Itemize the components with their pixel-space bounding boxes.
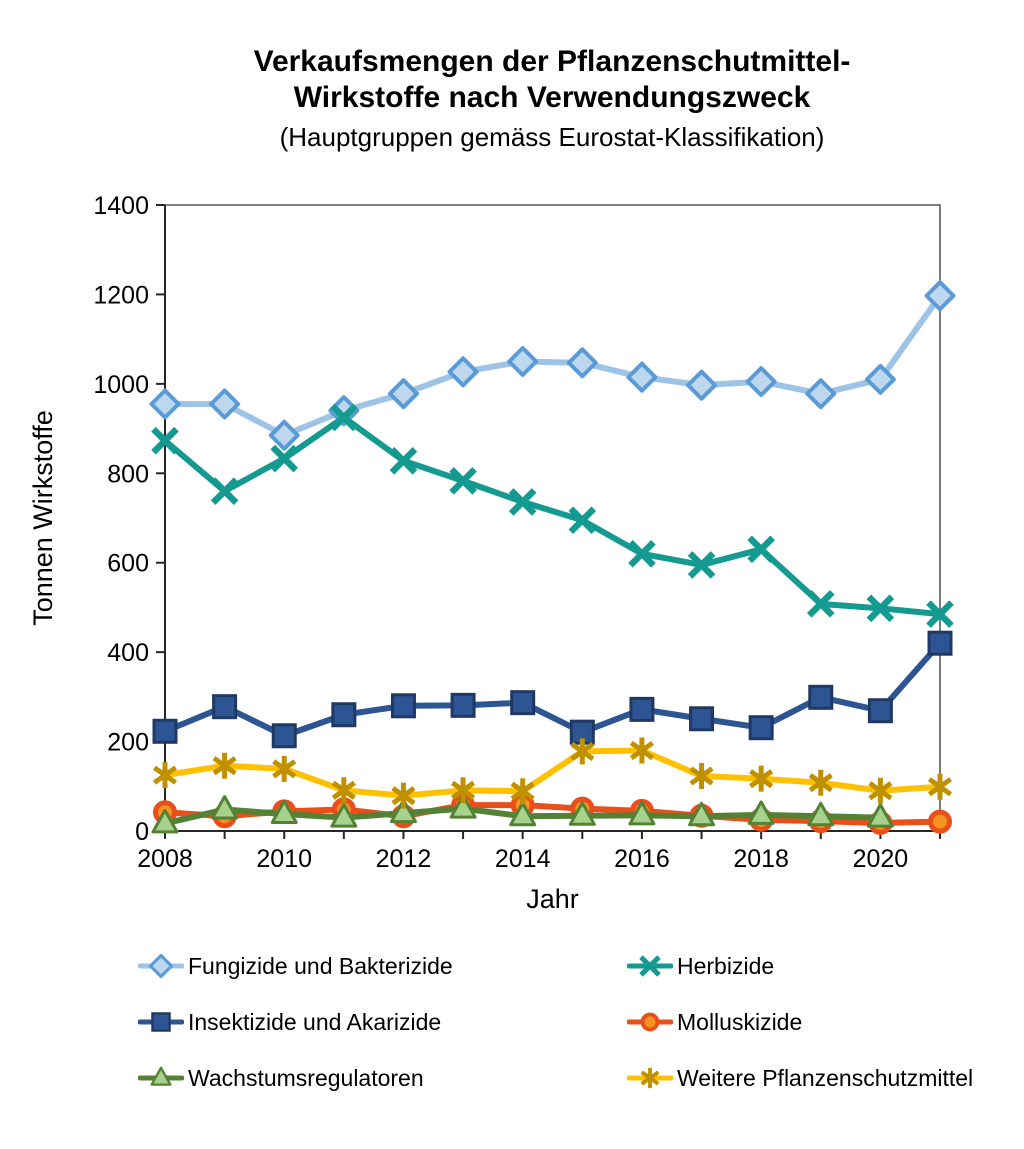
marker-diamond [271,422,298,449]
marker-diamond [390,380,417,407]
marker-diamond [807,380,834,407]
marker-diamond [450,358,477,385]
legend-marker-square-icon [138,1008,184,1036]
legend-label: Fungizide und Bakterizide [188,952,453,979]
marker-square [631,698,653,720]
marker-square [392,695,414,717]
marker-square [869,700,891,722]
legend-column-right [627,952,973,1120]
legend-label: Weitere Pflanzenschutzmittel [677,1064,974,1091]
legend-label: Herbizide [677,952,775,979]
x-tick-label: 2014 [494,845,551,873]
marker-square [750,717,772,739]
y-tick-label: 1200 [93,281,149,310]
legend-marker-x-icon [627,952,673,980]
legend-item-wachstumsregulatoren [138,1064,453,1092]
y-tick-label: 0 [135,818,149,846]
marker-diamond [211,390,238,417]
y-tick-label: 1000 [93,370,149,399]
y-tick-label: 1400 [93,192,149,220]
legend-label: Molluskizide [677,1008,803,1035]
x-tick-label: 2016 [614,845,670,873]
legend-label: Insektizide und Akarizide [188,1008,442,1035]
y-tick-label: 800 [107,460,149,489]
marker-x [213,480,236,503]
marker-diamond [150,955,171,976]
legend-marker-asterisk-icon [627,1064,673,1092]
y-tick-label: 600 [107,549,149,578]
legend-marker-diamond-icon [138,952,184,980]
y-axis-title: Tonnen Wirkstoffe [28,410,58,626]
x-tick-label: 2012 [375,845,432,873]
legend-label: Wachstumsregulatoren [188,1064,424,1091]
marker-square [214,696,236,718]
legend-marker-triangle-icon [138,1064,184,1092]
x-tick-label: 2018 [733,845,789,873]
marker-square [154,720,176,742]
x-tick-label: 2010 [256,845,313,873]
legend-item-molluskizide [627,1008,973,1036]
marker-square [152,1013,169,1030]
legend-item-insektizide-und-akarizide [138,1008,453,1036]
x-tick-label: 2020 [852,845,909,873]
marker-diamond [569,349,596,376]
marker-circle [643,1015,658,1030]
marker-diamond [628,364,655,391]
legend-marker-circle-icon [627,1008,673,1036]
legend-item-herbizide [627,952,973,980]
marker-square [691,708,713,730]
x-tick-label: 2008 [137,845,193,873]
marker-diamond [152,390,179,417]
chart-subtitle: (Hauptgruppen gemäss Eurostat-Klassifikation) [279,122,825,152]
series-line-fungizide-und-bakterizide [165,296,940,436]
marker-square [273,725,295,747]
marker-square [512,692,534,714]
marker-square [333,704,355,726]
legend-item-fungizide-und-bakterizide [138,952,453,980]
y-tick-label: 200 [107,728,149,757]
chart-title-line2: Wirkstoffe nach Verwendungszweck [293,81,811,114]
marker-circle [931,812,950,831]
marker-diamond [748,368,775,395]
marker-diamond [688,372,715,399]
marker-square [929,632,951,654]
x-axis-title: Jahr [526,884,579,914]
marker-square [452,694,474,716]
chart-title-block [254,44,851,153]
series-insektizide-und-akarizide [154,632,951,747]
marker-square [810,686,832,708]
chart-title-line1: Verkaufsmengen der Pflanzenschutmittel- [253,45,851,78]
series-fungizide-und-bakterizide [152,282,954,449]
marker-diamond [509,348,536,375]
y-tick-label: 400 [107,639,149,668]
legend-item-weitere-pflanzenschutzmittel [627,1064,973,1092]
legend-column-left [138,952,453,1120]
